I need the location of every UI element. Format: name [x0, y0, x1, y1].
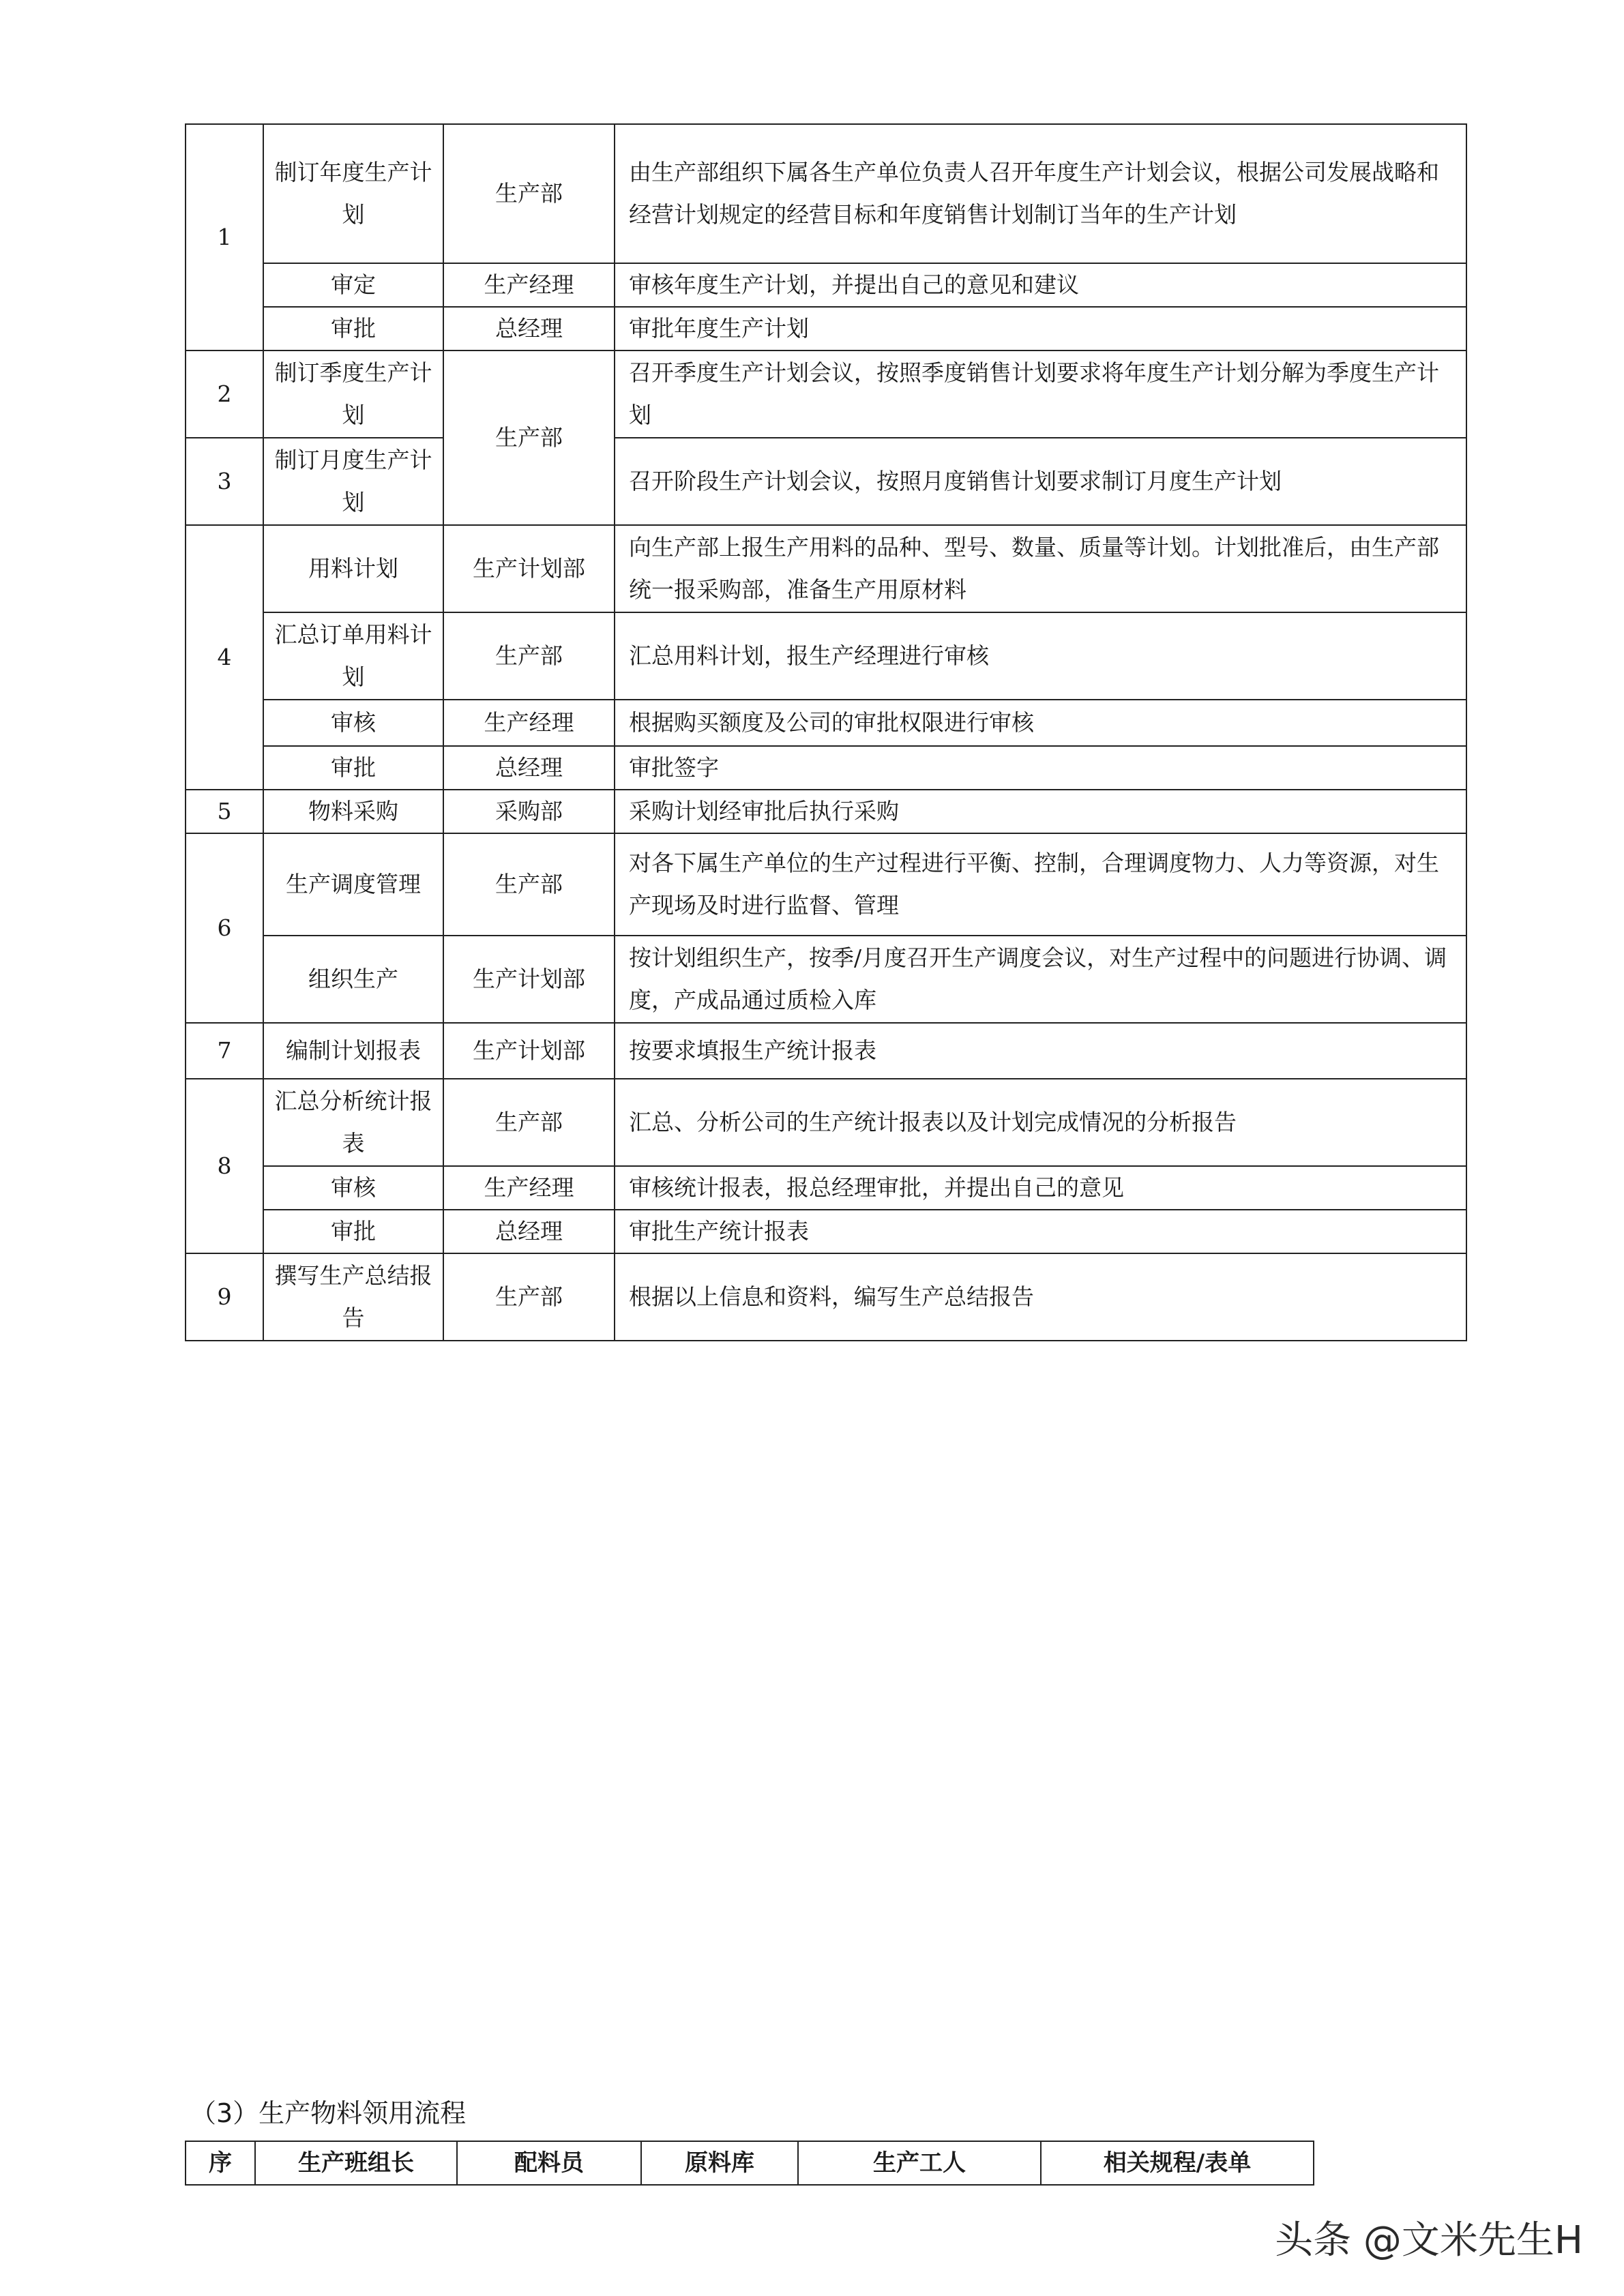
step-name: 审批	[263, 307, 443, 351]
step-name: 制订月度生产计划	[263, 438, 443, 525]
table-row	[186, 263, 1466, 307]
department: 生产部	[443, 612, 615, 700]
row-number: 6	[186, 833, 263, 1023]
step-description: 汇总、分析公司的生产统计报表以及计划完成情况的分析报告	[615, 1079, 1466, 1166]
step-name: 制订季度生产计划	[263, 351, 443, 438]
step-name: 编制计划报表	[263, 1023, 443, 1079]
department: 生产计划部	[443, 1023, 615, 1079]
department: 生产计划部	[443, 936, 615, 1023]
table-row	[186, 1210, 1466, 1253]
production-plan-table	[185, 123, 1467, 1341]
table-row	[186, 1079, 1466, 1166]
row-number: 5	[186, 790, 263, 833]
step-description: 由生产部组织下属各生产单位负责人召开年度生产计划会议，根据公司发展战略和经营计划规定的经营目标和年度销售计划制订当年的生产计划	[615, 124, 1466, 263]
table-row	[186, 746, 1466, 790]
department: 生产部	[443, 351, 615, 525]
col-header-team-leader: 生产班组长	[255, 2141, 457, 2185]
col-header-production-worker: 生产工人	[798, 2141, 1041, 2185]
col-header-related-forms: 相关规程/表单	[1041, 2141, 1314, 2185]
table-header-row	[186, 2141, 1314, 2185]
step-description: 按要求填报生产统计报表	[615, 1023, 1466, 1079]
step-name: 生产调度管理	[263, 833, 443, 936]
step-description: 按计划组织生产，按季/月度召开生产调度会议，对生产过程中的问题进行协调、调度，产成品通过质检入库	[615, 936, 1466, 1023]
department: 生产经理	[443, 263, 615, 307]
table-row	[186, 438, 1466, 525]
step-name: 审批	[263, 1210, 443, 1253]
step-name: 汇总订单用料计划	[263, 612, 443, 700]
table-row	[186, 525, 1466, 612]
step-description: 采购计划经审批后执行采购	[615, 790, 1466, 833]
row-number: 7	[186, 1023, 263, 1079]
department: 生产经理	[443, 700, 615, 746]
step-description: 根据购买额度及公司的审批权限进行审核	[615, 700, 1466, 746]
table-row	[186, 612, 1466, 700]
table-row	[186, 833, 1466, 936]
department: 总经理	[443, 307, 615, 351]
step-description: 审批年度生产计划	[615, 307, 1466, 351]
table-row	[186, 307, 1466, 351]
section-heading: （3）生产物料领用流程	[190, 2098, 467, 2128]
col-header-raw-material-store: 原料库	[641, 2141, 798, 2185]
department: 总经理	[443, 746, 615, 790]
department: 生产部	[443, 124, 615, 263]
step-description: 汇总用料计划，报生产经理进行审核	[615, 612, 1466, 700]
step-description: 对各下属生产单位的生产过程进行平衡、控制，合理调度物力、人力等资源，对生产现场及时进行监督、管理	[615, 833, 1466, 936]
table-row	[186, 790, 1466, 833]
step-description: 审核统计报表，报总经理审批，并提出自己的意见	[615, 1166, 1466, 1210]
table-row	[186, 1166, 1466, 1210]
department: 总经理	[443, 1210, 615, 1253]
step-name: 审定	[263, 263, 443, 307]
table-row	[186, 124, 1466, 263]
table-row	[186, 700, 1466, 746]
step-name: 制订年度生产计划	[263, 124, 443, 263]
step-description: 审核年度生产计划，并提出自己的意见和建议	[615, 263, 1466, 307]
step-name: 组织生产	[263, 936, 443, 1023]
step-description: 召开季度生产计划会议，按照季度销售计划要求将年度生产计划分解为季度生产计划	[615, 351, 1466, 438]
department: 生产部	[443, 833, 615, 936]
table-row	[186, 1253, 1466, 1341]
row-number: 8	[186, 1079, 263, 1253]
step-description: 根据以上信息和资料，编写生产总结报告	[615, 1253, 1466, 1341]
row-number: 4	[186, 525, 263, 790]
material-flow-table-header	[185, 2141, 1314, 2186]
step-name: 撰写生产总结报告	[263, 1253, 443, 1341]
step-name: 审核	[263, 1166, 443, 1210]
step-name: 物料采购	[263, 790, 443, 833]
row-number: 2	[186, 351, 263, 438]
table-row	[186, 1023, 1466, 1079]
row-number: 9	[186, 1253, 263, 1341]
table-row	[186, 351, 1466, 438]
row-number: 3	[186, 438, 263, 525]
department: 生产部	[443, 1253, 615, 1341]
department: 生产经理	[443, 1166, 615, 1210]
step-name: 汇总分析统计报表	[263, 1079, 443, 1166]
table-row	[186, 936, 1466, 1023]
step-description: 向生产部上报生产用料的品种、型号、数量、质量等计划。计划批准后，由生产部统一报采购部，准备生产用原材料	[615, 525, 1466, 612]
watermark: 头条 @文米先生H	[1275, 2218, 1583, 2263]
step-description: 审批签字	[615, 746, 1466, 790]
department: 采购部	[443, 790, 615, 833]
col-header-batcher: 配料员	[457, 2141, 641, 2185]
step-name: 审核	[263, 700, 443, 746]
row-number: 1	[186, 124, 263, 351]
department: 生产计划部	[443, 525, 615, 612]
step-description: 审批生产统计报表	[615, 1210, 1466, 1253]
department: 生产部	[443, 1079, 615, 1166]
step-name: 用料计划	[263, 525, 443, 612]
step-description: 召开阶段生产计划会议，按照月度销售计划要求制订月度生产计划	[615, 438, 1466, 525]
step-name: 审批	[263, 746, 443, 790]
col-header-seq: 序	[186, 2141, 255, 2185]
